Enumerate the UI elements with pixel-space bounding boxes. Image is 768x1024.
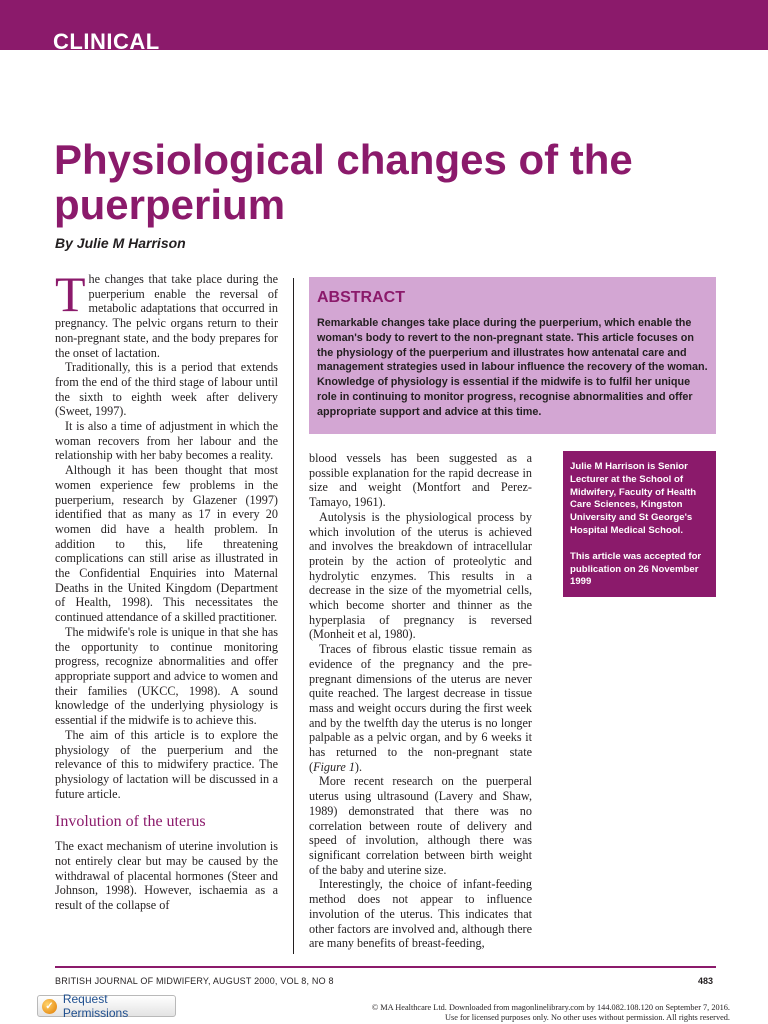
abstract-box bbox=[309, 277, 716, 434]
journal-citation: BRITISH JOURNAL OF MIDWIFERY, AUGUST 2000, VOL 8, NO 8 bbox=[55, 976, 334, 986]
paragraph: The midwife's role is unique in that she has the opportunity to continue monitoring progress, recognize abnormalities and offer appropriate support and advice to women and their families (UKCC, 1998). A sound knowledge of the underlying physiology is essential if the midwife is to achieve this. bbox=[55, 624, 278, 728]
paragraph: Although it has been thought that most women experience few problems in the puerperium, research by Glazener (1997) identified that as many as 17 in every 20 women did have a health problem. In addition to this, life threatening complications can still arise as illustrated in the Confidential Enquiries into Maternal Deaths in the United Kingdom (Department of Health, 1998). This necessitates the continued attendance of a skilled practitioner. bbox=[55, 463, 278, 625]
paragraph: Interestingly, the choice of infant-feeding method does not appear to influence involution of the uterus. This indicates that other factors are involved and, although there are many benefits of breast-feeding, bbox=[309, 877, 532, 951]
article-title: Physiological changes of the puerperium bbox=[54, 136, 633, 228]
figure-reference: Figure 1 bbox=[313, 759, 355, 774]
paragraph: The aim of this article is to explore the physiology of the puerperium and the relevance of this to midwifery practice. The physiology of lactation will be discussed in a future article. bbox=[55, 727, 278, 801]
paragraph: The exact mechanism of uterine involution is not entirely clear but may be caused by the withdrawal of placental hormones (Steer and Johnson, 1998). However, ischaemia as a result of the collapse of bbox=[55, 839, 278, 913]
page-number: 483 bbox=[698, 976, 714, 986]
author-info-box bbox=[563, 451, 716, 597]
column-divider bbox=[293, 278, 294, 954]
acceptance-note: This article was accepted for publication on 26 November 1999 bbox=[570, 550, 702, 588]
copyright-notice: © MA Healthcare Ltd. Downloaded from magonlinelibrary.com by 144.082.108.120 on September 7, 2016. Use for licensed purposes only. No other uses without permission. All rights reserved. bbox=[371, 1003, 730, 1022]
drop-cap: T bbox=[55, 266, 86, 322]
section-label: CLINICAL bbox=[53, 29, 160, 54]
author-bio: Julie M Harrison is Senior Lecturer at the School of Midwifery, Faculty of Health Care Sciences, Kingston University and St George's Hospital Medical School. bbox=[570, 461, 697, 536]
paragraph: It is also a time of adjustment in which the woman recovers from her labour and the relationship with her baby becomes a reality. bbox=[55, 419, 278, 463]
body-column-right bbox=[309, 451, 532, 951]
paragraph: blood vessels has been suggested as a possible explanation for the rapid decrease in size and weight (Montfort and Perez-Tamayo, 1961). bbox=[309, 451, 532, 510]
request-permissions-button[interactable] bbox=[37, 992, 176, 1020]
abstract-text: Remarkable changes take place during the puerperium, which enable the woman's body to revert to the non-pregnant state. This article focuses on the physiology of the puerperium and illustrates how antenatal care and management strategies used in labour influence the recovery of the woman. Knowledge of physiology is essential if the midwife is to fulfil her unique role in continuing to monitor progress, recognise abnormalities and offer appropriate support and advice at this time. bbox=[317, 317, 708, 418]
footer-rule bbox=[55, 966, 716, 968]
section-heading: Involution of the uterus bbox=[55, 813, 206, 831]
byline: By Julie M Harrison bbox=[55, 235, 186, 251]
paragraph: Autolysis is the physiological process by which involution of the uterus is achieved and involves the breakdown of intracellular protein by the action of proteolytic and hydrolytic enzymes. This results in a decrease in the size of the myometrial cells, which become shorter and thinner as the hyperplasia of pregnancy is reversed (Monheit et al, 1980). bbox=[309, 509, 532, 642]
request-permissions-label: Request Permissions bbox=[62, 992, 129, 1020]
paragraph: More recent research on the puerperal uterus using ultrasound (Lavery and Shaw, 1989) demonstrated that there was no correlation between route of delivery and speed of involution, although there was significant correlation between birth weight of the baby and uterine size. bbox=[309, 774, 532, 877]
permissions-icon: ✓ bbox=[42, 999, 57, 1014]
paragraph: The changes that take place during the puerperium enable the reversal of metabolic adaptations that occurred in pregnancy. The pelvic organs return to their non-pregnant state, and the body prepares for the onset of lactation. bbox=[55, 266, 278, 360]
abstract-heading: ABSTRACT bbox=[317, 289, 405, 306]
paragraph: Traditionally, this is a period that extends from the end of the third stage of labour until the sixth to eighth week after delivery (Sweet, 1997). bbox=[55, 360, 278, 419]
body-column-left bbox=[55, 266, 278, 913]
paragraph: Traces of fibrous elastic tissue remain as evidence of the pregnancy and the pre-pregnant dimensions of the uterus are never quite reached. The largest decrease in tissue mass and weight occurs during the first week and by the twelfth day the uterus is no longer palpable as a pelvic organ, and by 6 weeks it has returned to the non-pregnant state (Figure 1). bbox=[309, 642, 532, 774]
